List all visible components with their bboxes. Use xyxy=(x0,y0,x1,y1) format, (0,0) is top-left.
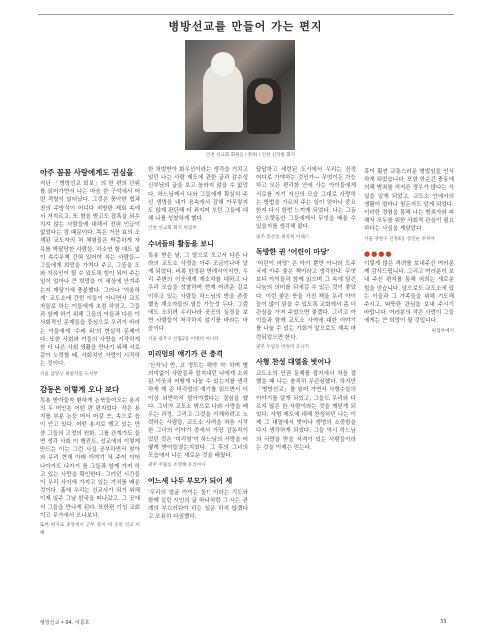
photo-figure-nun xyxy=(203,62,243,132)
column-1 xyxy=(40,166,140,544)
column-4 xyxy=(364,168,454,342)
letter-heading: 독방한 권 ‘어린이 마당’ xyxy=(256,247,330,256)
letter-body: ‘어린이 마당’ 은 아이 뿐만 아니라 도주 국에 아주 좋은 책이라고 생각한다. 무엇보다 아이들과 함께 읽으며 그 속에 담긴 나눔의 의미를 되새길 수 있는 것이 좋았다. 이런 좋은 뜻을 가진 책을 우리 아이들이 많이 읽을 수 있도록 교회에서 좀 더 관심을 가져 주었으면 좋겠다. 그리고 아이들과 함께 교도소 사역에 대한 이야기를 나눌 수 있는 기회가 앞으로도 계속 마련되었으면 한다. xyxy=(256,260,356,341)
letter-signature: 또한 편지로 중앙에서 근무 중이 세 곳의 선교 이해 xyxy=(40,522,140,537)
letter-heading: 감동은 이렇게 오나 보다 xyxy=(40,384,120,394)
letter-body: 특용 받아들자 환하게 논북들어오는 용지의 두 어인은 어떤 편 편지었다. 작은 용지를 부분 논둥 어서 어갈 쓰, 속으로 음이 안고 있다. 어떤 용지로 행고 있는 만큼 그들의 고정의 원화. 그를 관계가도 들면 생각 사회 이 행진도, 성교에의 이렇게 만드는 이는 그런 사실 공부하면서 찾아와 우리 현재 아래 이야기 쳐 주어 이어 나아가도 나가기 를 그들과 함께 가져 하고 있는 사랑을 확인한다. 그러던 시간들이 우리 사이에 가지고 있는 가치를 배운 것이다. 흘에 우리는 선교사가 되기 위해 이제 일주 그날 한국을 떠나갔고, 그 곳에서 그들을 만나게 된다. 또한편 기성 교회 이고 무가에서 오나보다. xyxy=(40,397,140,519)
letter-body: 특용 받은 날, 그 말으로 모고서 다른 나라의 교도소 사정을 아주 조금이나마 알게 되었다. 비록 한정된 면에서이지만, 우리 주변의 이웃에게 재소자를 대하고 나 우리 모습을 성찰하며 현재 어려운 길로 이루고 있는 사람들 하느님의 방을 존중했음 재소자들의 열등 가능성 두다. 그럼에도 오히려 우리나라 곳곳의 실정을 보면 사람들이 착각하지 않기를 바라는 마음이다. xyxy=(148,252,248,333)
letter-heading: 미리엄의 얘기가 큰 충격 xyxy=(148,349,223,358)
letter-body: 답답하고 세련된 도시에서 우리는 진정 어디로 가야하는 것인가— 무엇이든 가능하고 모든 편리함 안에 사는 아이들에게 서로를 자기 자신의 모습 그대로 사랑하는 방법을 가르쳐 주는 일이 얼마나 중요한지 다시 한번 느끼게 되었다. 나는 그동안 오랫동안 그들에게서 무엇을 배울 수 있을지를 생각해 왔다. xyxy=(256,167,356,231)
letter-signature: 서울 삼양구 최필작을 도서부 xyxy=(40,371,98,377)
letter-signature: 인천 선교회 회지 편집부 xyxy=(148,226,197,232)
column-3 xyxy=(256,166,356,454)
column-2 xyxy=(148,166,248,523)
photo-caption: 인천 선교회 회원들 (생략) / 인천 신학원 회지 xyxy=(206,153,295,158)
photo-figure-person xyxy=(247,78,281,134)
footer-publication: 병방선교 • 94. 여름호 xyxy=(40,620,90,626)
letter-signature: 서울 광주구 신월2동 이방희 아나다 xyxy=(148,336,219,342)
letter-body: 지난 「병방선교 회보」의 한 편의 단위를 읽어가면서 나는 마음 한 구석에서 어떤 격렬이 일어났다. 그것은 풍악한 법과 천의 주방식이 어디다 지방한 제회 속에서 저지르고, 또 형을 받고도 잡혹을 되우지지 않는 사람들에 대해서 전혀 인급이 없었다는 점 때문이다. 똑은 거잔 효의 소재된 교도자의 처 체험들은 박총하게 자유를 박탈당한 사람들, 하소연 할 데도 없이 속수무책 간혀 있어야 하는 사람들— 그들에게 희망을 가져다 주고, 그들을 도와 자유인이 될 수 있도록 힘이 되어 주는 일이 얼마나 큰 희망을 이 세상에 안겨주는지 깨달기에 충분했다. 그러나 ‘억울하게’ 교도소에 간힌 이들이 아니면서 교도자들로 하는 이들에게 초점 하였고, 그들과 함께 하기 위해 그들의 아들과 다른 이사회적인 문제들을 중심으로 우리가 바라는 이들에게 ‘수레 위’의 현실적 문제이다. 또한 사회와 이들의 사랑을 시작하게 한 더 나은 사회 생활을 만나기 위해 서로 같이 노력할 때, 사회적인 사랑이 시작하는 것이다. xyxy=(40,181,140,368)
letter-heading: 수녀들의 활동을 보니 xyxy=(148,239,214,248)
letter-body: 교도소의 인권 문제를 잡지에서 처음 접했을 때 나는 솔직히 무관심했다. 하지만 「병방선교」를 읽어 가면서 사형수들의 이야기를 알게 되었고, 그들도 우리와 다르지 않은 한 사람이라는 것을 깨닫게 되었다. 사형 제도에 대해 찬성하던 나는 이제 그 대열에서 벗어나 생명의 소중함을 다시 생각하게 되었다. 그들 역시 하느님의 사랑을 받을 자격이 있는 사람들이라는 것을 이제는 믿는다. xyxy=(256,371,356,451)
editor-signature: 편집부에서 xyxy=(431,328,454,334)
letter-signature: 서울 양천구 신정4동 장인순 루치아 xyxy=(364,236,435,242)
editor-note: 이렇게 많은 격려를 보내주신 여러분께 감사드립니다. 그리고 여러분이 보내 주신 편지를 통해 저희는 새로운 힘을 얻습니다. 앞으로도 교도소에 있는 이들과 그 가족들을 위해 기도해 주시고, 따뜻한 관심을 보내 주시기 바랍니다. 여러분의 작은 사랑이 그들에게는 큰 희망이 될 것입니다. xyxy=(364,261,454,325)
page-title: 병방선교를 만들어 가는 편지 xyxy=(168,20,323,33)
letter-body: ‘우리의 얼굴 아이는 돌!’ 이라는 기도와 함께 실린 시인의 글 하나처럼 그 사는 관례의 부끄러워야 하는 일은 하지 않겠다고 조용히 다짐했다. xyxy=(148,489,248,521)
letter-signature: 광주 풍산동 최옥희 아녜스 xyxy=(256,234,310,240)
letter-signature: 광주 두암동 박정미 모니카 xyxy=(256,344,310,350)
letter-body: 혹이 훨씬 교통스러운 형벌임을 인식하게 되었습니다. 또한 한순간 충동에 의해 범죄를 저지른 경우가 많다는 사실을 알게 되었고, 교도소 안에서의 생활이 얼마나 힘든지도 알게 되었다. 이러한 경험을 통해 나는 범죄자와 피해자 모두를 위한 사회적 관심이 필요하다는 사실을 깨달았다. xyxy=(364,169,454,233)
letter-heading: 아주 꼼꼼 사랑에게도 권심을 xyxy=(40,168,134,177)
page-number: 33 xyxy=(440,619,447,625)
letter-heading: 어느새 나두 부모가 되어 세 xyxy=(148,476,233,485)
top-rule xyxy=(38,14,454,15)
letter-body: 한 처벌받아 화우선이라는 생각을 거치고 있던 나는 사람 제도에 관한 글과 감수성 신부님의 글을 보고 놀라지 않을 수 없었다. 하느님께서 나와 그들에게 확실히 주신 생명을 내가 음속에서 감해 아무렇지도 않게 판단해 더 죄지어 오던 그들에 대해 나를 성찰하게 했다. xyxy=(148,167,248,223)
article-photo xyxy=(185,40,295,150)
letter-body: ‘신자'나 반, 요 정도는 해야 지' 하며 별 의미없이 사람들과 잘지내던 나에게 소외된 이웃과 어떻게 나눌 수 있는지를 생각하게 해 준 미리엄의 얘기를 읽으면서 더 이상 외면하지 말아야겠다는 결심을 했다. 그녀가 교도소 밖으로 나와 사랑을 배우는 과정, 그리고 그것을 이해하려고 노력하는 사람들, 교도소 사역을 처음 시작한 그녀의 이야기 중에서 가장 감동적이었던 것은 ‘미리엄’이 하느님의 사랑을 어떻게 받아들였는지였다. 그 후의 그녀의 모습에서 나는 새로운 것을 배웠다. xyxy=(148,362,248,460)
section-divider-dots: ●●●● xyxy=(364,249,393,258)
letter-heading: 사형 찬성 대열을 벗어나 xyxy=(256,358,331,367)
letter-signature: 광주 주월동 조영혜 유리아나 xyxy=(148,463,206,469)
